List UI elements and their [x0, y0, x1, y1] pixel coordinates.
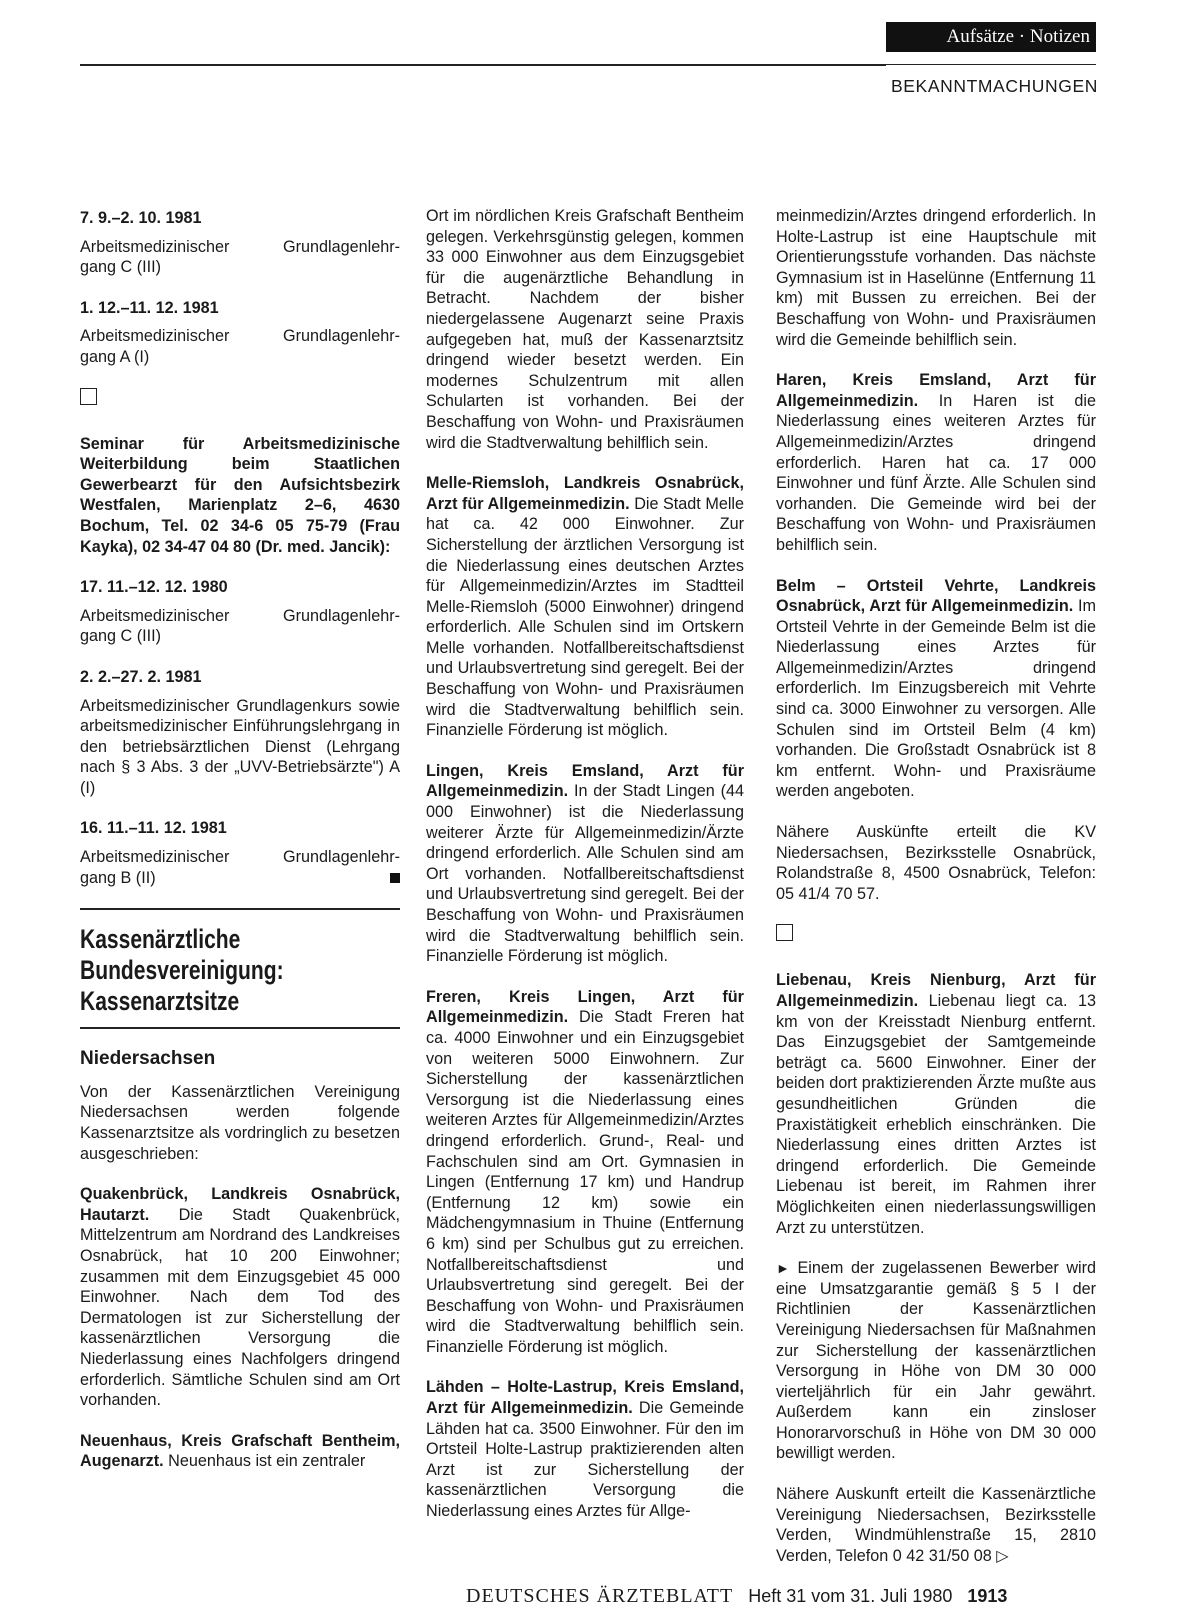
course-entry: [80, 577, 400, 647]
issue-info: Heft 31 vom 31. Juli 1980: [748, 1586, 953, 1606]
course-date: 1. 12.–11. 12. 1981: [80, 298, 219, 317]
course-entry: [80, 667, 400, 799]
course-text: Arbeitsmedizinischer Grundlagenlehr-: [80, 237, 400, 256]
listing-neuenhaus-cont: Ort im nördlichen Kreis Grafschaft Bentheim gelegen. Verkehrsgünstig gelegen, kommen 33 000 Einwohner aus dem Einzugsgebiet für die augenärztliche Behandlung in Betracht. Nachdem der bisher niedergelassene Augenarzt seine Praxis aufgegeben hat, muß der Kassenarztsitz dringend wieder besetzt werden. Ein modernes Schulzentrum mit allen Schularten ist vorhanden. Bei der Beschaffung von Wohn- und Praxisräumen wird die Stadtverwaltung behilflich sein.: [426, 207, 744, 452]
course-date: 7. 9.–2. 10. 1981: [80, 209, 202, 227]
listing-belm: Belm – Ortsteil Vehrte, Landkreis Osnabrück, Arzt für Allgemeinmedizin. Im Ortsteil Vehrte in der Gemeinde Belm ist die Niederlassung eines Arztes für Allgemeinmedizin/Arztes dringend erforderlich. Im Einzugsbereich mit Vehrte sind ca. 3000 Einwohner zu versorgen. Alle Schulen sind im Ortsteil Belm (4 km) vorhanden. Die Großstadt Osnabrück ist 8 km entfernt. Wohn- und Praxisräume werden angeboten.: [776, 576, 1096, 801]
course-entry: [80, 298, 400, 368]
course-entry: [80, 818, 400, 888]
page-footer: [466, 1585, 1007, 1608]
region-heading: Niedersachsen: [80, 1048, 216, 1070]
header-rule-right: [886, 64, 1096, 65]
article-title: Kassenärztliche Bundesvereinigung: Kassenarztsitze: [80, 924, 284, 1017]
header-rule: [80, 64, 886, 66]
column-2: [426, 206, 744, 1542]
listing-laehden-cont: meinmedizin/Arztes dringend erforderlich. In Holte-Lastrup ist eine Hauptschule mit Orientierungsstufe vorhanden. Das nächste Gymnasium ist in Haselünne (Entfernung 11 km) mit Bussen zu erreichen. Bei der Beschaffung von Wohn- und Praxisräumen wird die Gemeinde behilflich sein.: [776, 207, 1096, 349]
title-rule-top: [80, 908, 400, 910]
seminar-heading: Seminar für Arbeitsmedizinische Weiterbildung beim Staatlichen Gewerbearzt für den Aufsichtsbezirk Westfalen, Marienplatz 2–6, 4630 Bochum, Tel. 02 34-6 05 75-79 (Frau Kayka), 02 34-47 04 80 (Dr. med. Jancik):: [80, 434, 400, 556]
listing-melle: Melle-Riemsloh, Landkreis Osnabrück, Arzt für Allgemeinmedizin. Die Stadt Melle hat ca. 42 000 Einwohner. Zur Sicherstellung der ärztlichen Versorgung ist die Niederlassung eines deutschen Arztes für Allgemeinmedizin/Arztes im Stadtteil Melle-Riemsloh (5000 Einwohner) dringend erforderlich. Alle Schulen sind im Ortskern Melle vorhanden. Notfallbereitschaftsdienst und Urlaubsvertretung sind geregelt. Bei der Beschaffung von Wohn- und Praxisräumen wird die Stadtverwaltung behilflich sein. Finanzielle Förderung ist möglich.: [426, 474, 745, 740]
triangle-bullet-icon: ►: [776, 1260, 790, 1277]
listing-laehden: Lähden – Holte-Lastrup, Kreis Emsland, Arzt für Allgemeinmedizin. Die Gemeinde Lähden hat ca. 3500 Einwohner. Für den im Ortsteil Holte-Lastrup praktizierenden alten Arzt ist zur Sicherstellung der kassenärztlichen Versorgung die Niederlassung eines Arztes für Allge-: [426, 1378, 745, 1521]
intro-paragraph: Von der Kassenärztlichen Vereinigung Niedersachsen werden folgende Kassenarztsitze als vordringlich zu besetzen ausgeschrieben:: [80, 1082, 400, 1163]
section-separator-box-icon: [776, 924, 793, 941]
course-text: Arbeitsmedizinischer Grundlagenkurs sowie arbeitsmedizinischer Einführungslehrgang in den betriebsärztlichen Dienst (Lehrgang nach § 3 Abs. 3 der „UVV-Betriebsärzte") A (I): [80, 696, 400, 797]
kv-contact-osnabrueck: Nähere Auskünfte erteilt die KV Niedersachsen, Bezirksstelle Osnabrück, Rolandstraße 8, 4500 Osnabrück, Telefon: 05 41/4 70 57.: [776, 823, 1096, 903]
listing-haren: Haren, Kreis Emsland, Arzt für Allgemeinmedizin. In Haren ist die Niederlassung eines weiteren Arztes für Allgemeinmedizin/Arztes dringend erforderlich. Haren hat ca. 17 000 Einwohner und fünf Ärzte. Alle Schulen sind vorhanden. Die Gemeinde wird bei der Beschaffung von Wohn- und Praxisräumen behilflich sein.: [776, 371, 1096, 554]
course-text-cont: gang A (I): [80, 347, 150, 366]
course-text: Arbeitsmedizinischer Grundlagenlehr-: [80, 327, 400, 346]
kv-contact-verden: Nähere Auskunft erteilt die Kassenärztliche Vereinigung Niedersachsen, Bezirksstelle Verden, Windmühlenstraße 15, 2810 Verden, Telefon 0 42 31/50 08 ▷: [776, 1485, 1096, 1565]
course-text-cont: gang C (III): [80, 627, 161, 646]
listing-liebenau: Liebenau, Kreis Nienburg, Arzt für Allgemeinmedizin. Liebenau liegt ca. 13 km von der Kreisstadt Nienburg entfernt. Das Einzugsgebiet der Samtgemeinde beträgt ca. 5600 Einwohner. Einer der beiden dort praktizierenden Ärzte mußte aus gesundheitlichen Gründen die Praxistätigkeit erheblich einschränken. Die Niederlassung eines dritten Arztes ist dringend erforderlich. Die Gemeinde Liebenau ist bereit, im Rahmen ihrer Möglichkeiten einen niederlassungswilligen Arzt zu unterstützen.: [776, 971, 1097, 1237]
course-text: Arbeitsmedizinischer Grundlagenlehr-: [80, 848, 400, 867]
listing-lingen: Lingen, Kreis Emsland, Arzt für Allgemeinmedizin. In der Stadt Lingen (44 000 Einwohner) ist die Niederlassung weiterer Ärzte für Allgemeinmedizin/Ärzte dringend erforderlich. Alle Schulen sind am Ort vorhanden. Notfallbereitschaftsdienst und Urlaubsvertretung sind geregelt. Bei der Beschaffung von Wohn- und Praxisräumen wird die Stadtverwaltung behilflich sein. Finanzielle Förderung ist möglich.: [426, 761, 744, 966]
end-mark-icon: [390, 873, 400, 883]
course-text: Arbeitsmedizinischer Grundlagenlehr-: [80, 606, 400, 625]
course-entry: [80, 208, 400, 278]
guarantee-paragraph: ► Einem der zugelassenen Bewerber wird eine Umsatzgarantie gemäß § 5 I der Richtlinien der Kassenärztlichen Vereinigung Niedersachsen für Maßnahmen zur Sicherstellung der kassenärztlichen Versorgung in Höhe von DM 30 000 vierteljährlich für ein Jahr gewährt. Außerdem kann ein zinsloser Honorarvorschuß in Höhe von DM 30 000 bewilligt werden.: [776, 1259, 1096, 1463]
listing-quakenbrueck: Quakenbrück, Landkreis Osnabrück, Hautarzt. Die Stadt Quakenbrück, Mittelzentrum am Nordrand des Landkreises Osnabrück, hat 10 200 Einwohner; zusammen mit dem Einzugsgebiet 45 000 Einwohner. Nach dem Tod des Dermatologen ist zur Sicherstellung der kassenärztlichen Versorgung die Niederlassung eines Nachfolgers dringend erforderlich. Sämtliche Schulen sind am Ort vorhanden.: [80, 1185, 401, 1410]
page-number: 1913: [967, 1586, 1008, 1606]
section-separator-box-icon: [80, 388, 97, 405]
section-badge: Aufsätze · Notizen: [886, 22, 1096, 52]
journal-name: DEUTSCHES ÄRZTEBLATT: [466, 1585, 734, 1607]
listing-neuenhaus: Neuenhaus, Kreis Grafschaft Bentheim, Augenarzt. Neuenhaus ist ein zentraler: [80, 1431, 400, 1471]
course-date: 16. 11.–11. 12. 1981: [80, 819, 227, 838]
column-3: [776, 206, 1096, 1586]
listing-freren: Freren, Kreis Lingen, Arzt für Allgemeinmedizin. Die Stadt Freren hat ca. 4000 Einwohner und ein Einzugsgebiet von weiteren 5000 Einwohnern. Zur Sicherstellung der kassenärztlichen Versorgung ist die Niederlassung eines weiteren Arztes für Allgemeinmedizin/Arztes dringend erforderlich. Grund-, Real- und Fachschulen sind am Ort. Gymnasien in Lingen (Entfernung 17 km) und Handrup (Entfernung 12 km) sowie ein Mädchengymnasium in Thuine (Entfernung 6 km) sind per Schulbus gut zu erreichen. Notfallbereitschaftsdienst und Urlaubsvertretung sind geregelt. Bei der Beschaffung von Wohn- und Praxisräumen wird die Stadtverwaltung behilflich sein. Finanzielle Förderung ist möglich.: [426, 987, 744, 1356]
course-date: 2. 2.–27. 2. 1981: [80, 667, 202, 686]
title-rule-bottom: [80, 1027, 400, 1029]
section-title: BEKANNTMACHUNGEN: [891, 76, 1098, 96]
course-text-cont: gang C (III): [80, 258, 161, 277]
course-text-cont: gang B (II): [80, 868, 156, 887]
course-date: 17. 11.–12. 12. 1980: [80, 578, 228, 597]
continue-arrow-icon: ▷: [996, 1546, 1009, 1565]
column-1: [80, 208, 400, 1492]
